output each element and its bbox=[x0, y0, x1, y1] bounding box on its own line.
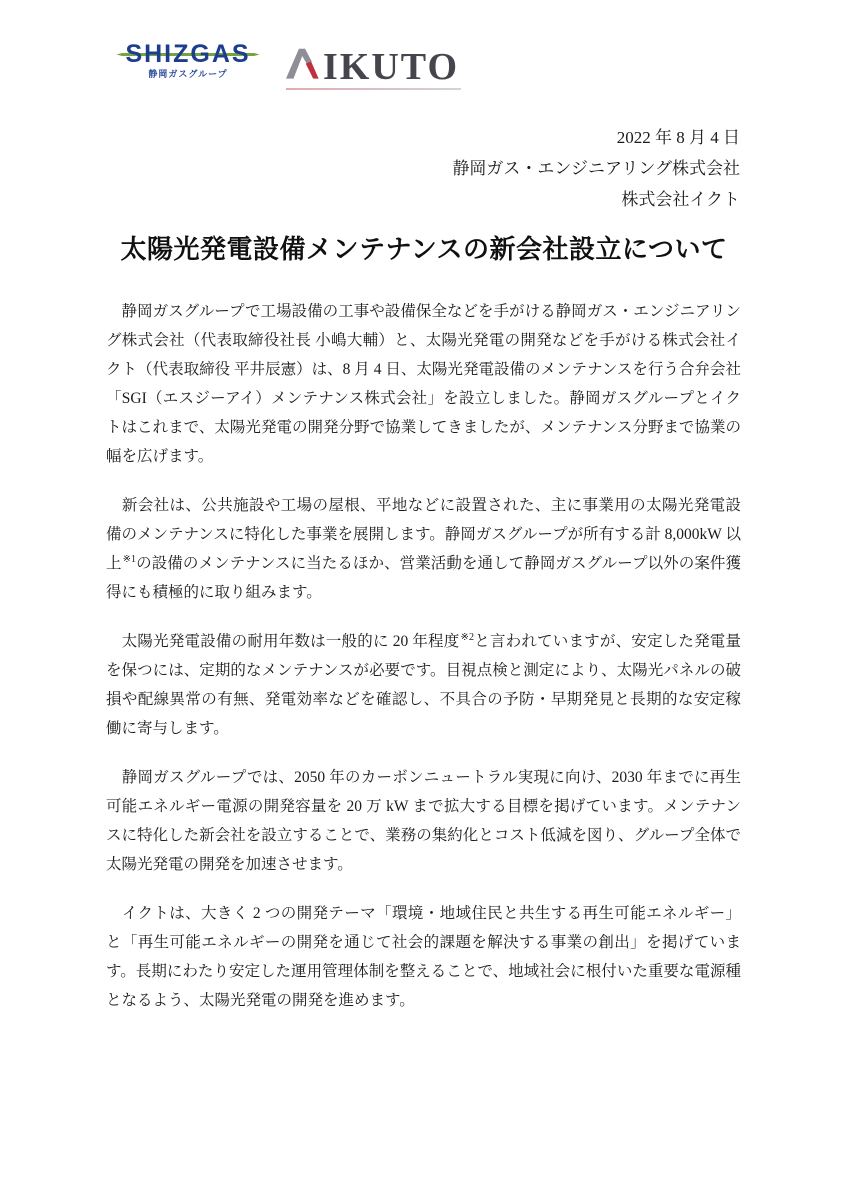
ikuto-logo-text: IKUTO bbox=[323, 46, 460, 88]
paragraph-4 bbox=[106, 763, 741, 879]
ikuto-underline-rule bbox=[286, 88, 461, 90]
paragraph-2 bbox=[106, 491, 741, 607]
ikuto-logo bbox=[286, 42, 459, 90]
paragraph-text: と言われていますが、安定した発電量を保つには、定期的なメンテナンスが必要です。目視点検と測定により、太陽光パネルの破損や配線異常の有無、発電効率などを確認し、不具合の予防・早期発見と長期的な安定稼働に寄与します。 bbox=[106, 633, 741, 737]
paragraph-text: 静岡ガスグループで工場設備の工事や設備保全などを手がける静岡ガス・エンジニアリング株式会社（代表取締役社長 小嶋大輔）と、太陽光発電の開発などを手がける株式会社イクト（代表取締役 平井辰憲）は、8 月 4 日、太陽光発電設備のメンテナンスを行う合弁会社「SGI（エスジーアイ）メンテナンス株式会社」を設立しました。静岡ガスグループとイクトはこれまで、太陽光発電の開発分野で協業してきましたが、メンテナンス分野まで協業の幅を広げます。 bbox=[106, 303, 741, 465]
paragraph-text: 静岡ガスグループでは、2050 年のカーボンニュートラル実現に向け、2030 年までに再生可能エネルギー電源の開発容量を 20 万 kW まで拡大する目標を掲げています。メンテナンスに特化した新会社を設立することで、業務の集約化とコスト低減を図り、グループ全体で太陽光発電の開発を加速させます。 bbox=[106, 769, 741, 873]
footnote-marker-1: ※1 bbox=[122, 553, 137, 565]
paragraph-3 bbox=[106, 627, 741, 743]
shizgas-logo bbox=[115, 42, 261, 80]
shizgas-logo-text: SHIZGAS bbox=[125, 40, 251, 68]
release-date: 2022 年 8 月 4 日 bbox=[616, 128, 740, 147]
body-text bbox=[106, 297, 741, 1035]
company-name-2: 株式会社イクト bbox=[621, 190, 740, 209]
paragraph-5 bbox=[106, 899, 741, 1015]
company-name-1: 静岡ガス・エンジニアリング株式会社 bbox=[452, 159, 740, 178]
paragraph-text: 太陽光発電設備の耐用年数は一般的に 20 年程度 bbox=[106, 633, 460, 650]
page-title: 太陽光発電設備メンテナンスの新会社設立について bbox=[120, 234, 728, 264]
shizgas-logo-subtext: 静岡ガスグループ bbox=[148, 69, 228, 79]
paragraph-text: イクトは、大きく 2 つの開発テーマ「環境・地域住民と共生する再生可能エネルギー」と「再生可能エネルギーの開発を通じて社会的課題を解決する事業の創出」を掲げています。長期にわたり安定した運用管理体制を整えることで、地域社会に根付いた重要な電源種となるよう、太陽光発電の開発を進めます。 bbox=[106, 905, 741, 1009]
paragraph-text: 新会社は、公共施設や工場の屋根、平地などに設置された、主に事業用の太陽光発電設備のメンテナンスに特化した事業を展開します。静岡ガスグループが所有する計 8,000kW 以上 bbox=[106, 497, 741, 572]
ikuto-mountain-icon bbox=[286, 42, 320, 84]
paragraph-1 bbox=[106, 297, 741, 471]
date-block bbox=[452, 122, 740, 215]
footnote-marker-2: ※2 bbox=[460, 631, 475, 643]
paragraph-text: の設備のメンテナンスに当たるほか、営業活動を通して静岡ガスグループ以外の案件獲得にも積極的に取り組みます。 bbox=[106, 555, 741, 601]
